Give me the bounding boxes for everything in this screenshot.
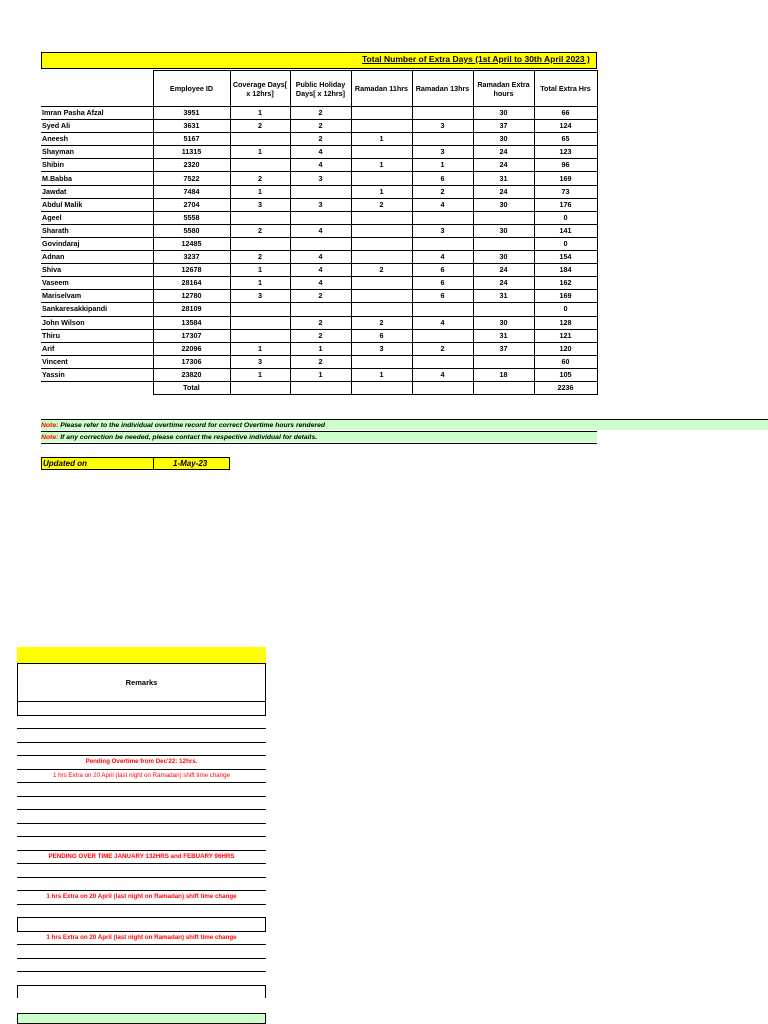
remark-row: 1 hrs Extra on 20 April (last night on Ramadan) shift time change: [17, 890, 266, 904]
cell-coverage: 2: [230, 224, 290, 237]
cell-r13: 2: [412, 342, 473, 355]
employee-name: Arif: [41, 342, 153, 355]
remark-row: [17, 728, 266, 742]
total-empty-cell: [473, 381, 534, 394]
cell-id: 12780: [153, 290, 230, 303]
table-row: [41, 185, 597, 198]
remark-row: [17, 782, 266, 796]
total-empty-cell: [412, 381, 473, 394]
table-row: [41, 120, 597, 133]
cell-coverage: 2: [230, 120, 290, 133]
cell-r13: 1: [412, 159, 473, 172]
cell-r13: [412, 107, 473, 120]
total-empty-cell: [230, 381, 290, 394]
cell-r11: [351, 303, 412, 316]
remark-row: 1 hrs Extra on 20 April (last night on Ramadan) shift time change: [17, 931, 266, 945]
cell-r13: 6: [412, 277, 473, 290]
cell-coverage: 1: [230, 185, 290, 198]
header-name-blank: [41, 71, 153, 107]
note-2: [41, 431, 597, 442]
employee-name: Yassin: [41, 368, 153, 381]
cell-coverage: 1: [230, 277, 290, 290]
cell-id: 12485: [153, 237, 230, 250]
cell-id: 5580: [153, 224, 230, 237]
cell-rextra: [473, 237, 534, 250]
note-label: Note:: [41, 422, 59, 429]
cell-coverage: 2: [230, 251, 290, 264]
remark-row: [17, 958, 266, 972]
cell-holiday: [290, 303, 351, 316]
cell-rextra: [473, 355, 534, 368]
table-row: [41, 355, 597, 368]
remark-row: [17, 971, 266, 985]
cell-r13: [412, 211, 473, 224]
cell-rextra: [473, 211, 534, 224]
table-row: [41, 264, 597, 277]
employee-name: Mariselvam: [41, 290, 153, 303]
cell-coverage: [230, 316, 290, 329]
cell-r11: 1: [351, 185, 412, 198]
cell-id: 23820: [153, 368, 230, 381]
cell-r11: 3: [351, 342, 412, 355]
cell-holiday: 4: [290, 264, 351, 277]
cell-total: 0: [534, 211, 597, 224]
cell-coverage: 1: [230, 107, 290, 120]
table-row: [41, 368, 597, 381]
table-row: [41, 133, 597, 146]
updated-date: 1-May-23: [173, 459, 208, 468]
cell-holiday: 2: [290, 120, 351, 133]
cell-id: 7522: [153, 172, 230, 185]
cell-id: 2320: [153, 159, 230, 172]
cell-r11: [351, 251, 412, 264]
cell-coverage: [230, 133, 290, 146]
remark-row: [17, 701, 266, 715]
cell-id: 17307: [153, 329, 230, 342]
cell-holiday: 2: [290, 329, 351, 342]
remark-row: [17, 809, 266, 823]
total-label: Total: [153, 381, 230, 394]
table-row: [41, 251, 597, 264]
cell-r11: [351, 146, 412, 159]
table-row: [41, 277, 597, 290]
remark-row: [17, 904, 266, 918]
cell-id: 17306: [153, 355, 230, 368]
employee-name: John Wilson: [41, 316, 153, 329]
cell-rextra: 24: [473, 185, 534, 198]
updated-label: Updated on: [43, 459, 87, 468]
note-1: [41, 419, 768, 430]
employee-name: Sankaresakkipandi: [41, 303, 153, 316]
cell-id: 3631: [153, 120, 230, 133]
cell-coverage: 2: [230, 172, 290, 185]
employee-name: Thiru: [41, 329, 153, 342]
cell-rextra: 24: [473, 146, 534, 159]
table-row: [41, 211, 597, 224]
cell-id: 5167: [153, 133, 230, 146]
cell-r13: 4: [412, 198, 473, 211]
cell-r11: [351, 172, 412, 185]
cell-r11: 1: [351, 159, 412, 172]
cell-rextra: 31: [473, 172, 534, 185]
sheet-title: Total Number of Extra Days (1st April to 30th April 2023 ): [362, 54, 590, 64]
cell-r11: [351, 107, 412, 120]
cell-holiday: 2: [290, 290, 351, 303]
employee-name: Shayman: [41, 146, 153, 159]
employee-name: Vincent: [41, 355, 153, 368]
cell-holiday: 4: [290, 277, 351, 290]
table-row: [41, 172, 597, 185]
cell-total: 120: [534, 342, 597, 355]
employee-name: Imran Pasha Afzal: [41, 107, 153, 120]
cell-total: 169: [534, 172, 597, 185]
cell-id: 11315: [153, 146, 230, 159]
cell-rextra: 24: [473, 159, 534, 172]
cell-r13: [412, 303, 473, 316]
remarks-yellow-bar: [17, 647, 266, 663]
column-header: Ramadan Extra hours: [473, 71, 534, 107]
cell-holiday: 3: [290, 198, 351, 211]
cell-coverage: [230, 211, 290, 224]
cell-rextra: 24: [473, 264, 534, 277]
total-value: 2236: [534, 381, 597, 394]
cell-rextra: 30: [473, 316, 534, 329]
cell-rextra: 18: [473, 368, 534, 381]
cell-coverage: 1: [230, 368, 290, 381]
cell-id: 5558: [153, 211, 230, 224]
cell-holiday: 4: [290, 224, 351, 237]
cell-coverage: [230, 237, 290, 250]
title-bar: [41, 52, 597, 69]
cell-total: 73: [534, 185, 597, 198]
employee-name: Vaseem: [41, 277, 153, 290]
cell-id: 7484: [153, 185, 230, 198]
cell-r13: 6: [412, 290, 473, 303]
table-row: [41, 146, 597, 159]
cell-rextra: 30: [473, 224, 534, 237]
employee-name: Ageel: [41, 211, 153, 224]
remark-row: [17, 877, 266, 891]
extra-days-table: [41, 70, 598, 395]
remark-row: [17, 944, 266, 958]
cell-holiday: [290, 185, 351, 198]
cell-total: 162: [534, 277, 597, 290]
remark-row: Pending Overtime from Dec'22: 12hrs.: [17, 755, 266, 769]
cell-rextra: 31: [473, 329, 534, 342]
table-row: [41, 342, 597, 355]
remark-row: [17, 917, 266, 931]
cell-r13: 6: [412, 172, 473, 185]
cell-r13: 4: [412, 251, 473, 264]
cell-rextra: 30: [473, 133, 534, 146]
column-header: Ramadan 13hrs: [412, 71, 473, 107]
updated-on-box: [41, 457, 230, 470]
note-divider: [41, 443, 597, 444]
cell-total: 121: [534, 329, 597, 342]
table-row: [41, 237, 597, 250]
remark-row: [17, 823, 266, 837]
cell-total: 123: [534, 146, 597, 159]
cell-rextra: 37: [473, 342, 534, 355]
cell-id: 22096: [153, 342, 230, 355]
table-row: [41, 329, 597, 342]
cell-total: 105: [534, 368, 597, 381]
cell-id: 3951: [153, 107, 230, 120]
total-empty-cell: [351, 381, 412, 394]
cell-r11: [351, 224, 412, 237]
cell-r11: [351, 237, 412, 250]
cell-holiday: [290, 237, 351, 250]
remarks-list: [17, 701, 266, 998]
cell-r11: [351, 290, 412, 303]
cell-r13: 3: [412, 224, 473, 237]
cell-total: 169: [534, 290, 597, 303]
cell-holiday: 1: [290, 368, 351, 381]
employee-name: Govindaraj: [41, 237, 153, 250]
table-row: [41, 303, 597, 316]
cell-r13: 3: [412, 120, 473, 133]
cell-id: 28164: [153, 277, 230, 290]
remark-row: [17, 863, 266, 877]
table-row: [41, 290, 597, 303]
header-row: [41, 71, 597, 107]
cell-total: 154: [534, 251, 597, 264]
cell-total: 66: [534, 107, 597, 120]
cell-coverage: 1: [230, 342, 290, 355]
cell-rextra: 24: [473, 277, 534, 290]
cell-holiday: 1: [290, 342, 351, 355]
cell-rextra: 37: [473, 120, 534, 133]
cell-holiday: 4: [290, 159, 351, 172]
remarks-green-bar: [17, 1013, 266, 1024]
employee-name: Shiva: [41, 264, 153, 277]
cell-id: 2704: [153, 198, 230, 211]
cell-r11: 2: [351, 198, 412, 211]
total-blank: [41, 381, 153, 394]
cell-coverage: 1: [230, 264, 290, 277]
remark-row: 1 hrs Extra on 20 April (last night on Ramadan) shift time change: [17, 769, 266, 783]
cell-r11: 1: [351, 133, 412, 146]
cell-rextra: [473, 303, 534, 316]
cell-r11: 2: [351, 316, 412, 329]
cell-total: 60: [534, 355, 597, 368]
note-label: Note:: [41, 434, 59, 441]
cell-coverage: 3: [230, 198, 290, 211]
table-row: [41, 316, 597, 329]
table-row: [41, 107, 597, 120]
remark-row: [17, 742, 266, 756]
remark-row: PENDING OVER TIME JANUARY 132HRS and FEBUARY 96HRS: [17, 850, 266, 864]
cell-holiday: 4: [290, 146, 351, 159]
total-row: [41, 381, 597, 394]
table-row: [41, 159, 597, 172]
total-empty-cell: [290, 381, 351, 394]
cell-coverage: [230, 303, 290, 316]
cell-id: 12678: [153, 264, 230, 277]
cell-r13: 3: [412, 146, 473, 159]
cell-coverage: [230, 159, 290, 172]
column-header: Total Extra Hrs: [534, 71, 597, 107]
cell-holiday: 4: [290, 251, 351, 264]
cell-rextra: 30: [473, 107, 534, 120]
cell-divider: [153, 458, 154, 469]
employee-name: Sharath: [41, 224, 153, 237]
remark-row: [17, 985, 266, 999]
cell-r13: [412, 329, 473, 342]
cell-r11: [351, 277, 412, 290]
remark-row: [17, 715, 266, 729]
table-row: [41, 198, 597, 211]
cell-total: 0: [534, 237, 597, 250]
cell-total: 65: [534, 133, 597, 146]
cell-holiday: [290, 211, 351, 224]
cell-r13: [412, 355, 473, 368]
cell-total: 141: [534, 224, 597, 237]
cell-coverage: 1: [230, 146, 290, 159]
employee-name: Aneesh: [41, 133, 153, 146]
column-header: Public Holiday Days[ x 12hrs]: [290, 71, 351, 107]
cell-total: 184: [534, 264, 597, 277]
cell-r11: 6: [351, 329, 412, 342]
remarks-header: Remarks: [17, 663, 266, 701]
column-header: Coverage Days[ x 12hrs]: [230, 71, 290, 107]
cell-r13: 4: [412, 368, 473, 381]
cell-id: 28109: [153, 303, 230, 316]
cell-holiday: 2: [290, 316, 351, 329]
remark-row: [17, 836, 266, 850]
cell-r11: [351, 355, 412, 368]
cell-id: 3237: [153, 251, 230, 264]
cell-r13: [412, 133, 473, 146]
cell-total: 176: [534, 198, 597, 211]
employee-name: Shibin: [41, 159, 153, 172]
note-text: Please refer to the individual overtime record for correct Overtime hours rendered: [60, 422, 326, 429]
cell-total: 96: [534, 159, 597, 172]
cell-r11: 2: [351, 264, 412, 277]
note-text: If any correction be needed, please contact the respective individual for details.: [60, 434, 318, 441]
cell-holiday: 2: [290, 107, 351, 120]
employee-name: Syed Ali: [41, 120, 153, 133]
employee-name: M.Babba: [41, 172, 153, 185]
column-header: Ramadan 11hrs: [351, 71, 412, 107]
cell-r13: 2: [412, 185, 473, 198]
cell-holiday: 2: [290, 133, 351, 146]
cell-holiday: 2: [290, 355, 351, 368]
cell-coverage: [230, 329, 290, 342]
cell-r13: [412, 237, 473, 250]
cell-holiday: 3: [290, 172, 351, 185]
cell-r13: 4: [412, 316, 473, 329]
cell-r13: 6: [412, 264, 473, 277]
cell-r11: [351, 211, 412, 224]
cell-total: 124: [534, 120, 597, 133]
cell-coverage: 3: [230, 290, 290, 303]
employee-name: Abdul Malik: [41, 198, 153, 211]
column-header: Employee ID: [153, 71, 230, 107]
cell-total: 128: [534, 316, 597, 329]
cell-r11: [351, 120, 412, 133]
cell-total: 0: [534, 303, 597, 316]
employee-name: Jawdat: [41, 185, 153, 198]
cell-coverage: 3: [230, 355, 290, 368]
cell-r11: 1: [351, 368, 412, 381]
cell-rextra: 30: [473, 198, 534, 211]
remark-row: [17, 796, 266, 810]
table-row: [41, 224, 597, 237]
employee-name: Adnan: [41, 251, 153, 264]
cell-id: 13584: [153, 316, 230, 329]
cell-rextra: 31: [473, 290, 534, 303]
cell-rextra: 30: [473, 251, 534, 264]
